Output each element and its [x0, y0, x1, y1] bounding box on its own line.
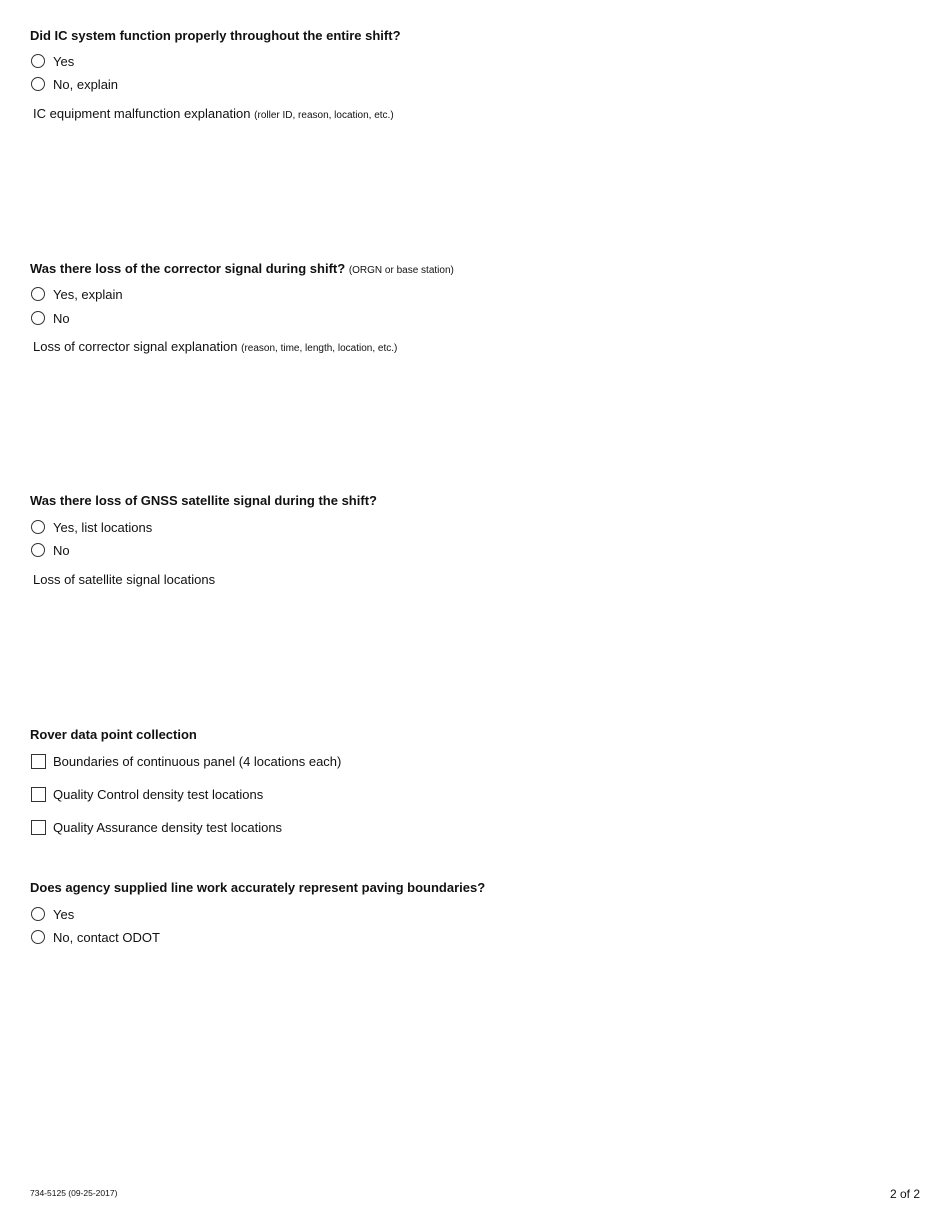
radio-circle-icon[interactable]: [31, 543, 45, 557]
option-label: No: [53, 542, 70, 558]
checkbox-square-icon[interactable]: [31, 754, 46, 769]
option-label: Yes, explain: [53, 286, 123, 302]
checkbox-label: Boundaries of continuous panel (4 locations each): [53, 753, 342, 769]
corrector-signal-question: [30, 261, 454, 279]
field-label-text: Loss of satellite signal locations: [33, 572, 216, 587]
radio-circle-icon[interactable]: [31, 930, 45, 944]
corrector-signal-question-text: Was there loss of the corrector signal during shift?: [30, 261, 346, 276]
rover-data-heading-text: Rover data point collection: [30, 727, 197, 742]
gnss-signal-question-text: Was there loss of GNSS satellite signal during the shift?: [30, 493, 377, 508]
corrector-signal-question-note: (ORGN or base station): [348, 265, 454, 276]
ic-system-question: [30, 28, 401, 44]
gnss-signal-question: [30, 493, 377, 509]
ic-system-no-radio[interactable]: [31, 75, 118, 93]
gnss-signal-yes-radio[interactable]: [31, 518, 152, 536]
radio-circle-icon[interactable]: [31, 77, 45, 91]
corrector-signal-explanation-field[interactable]: [30, 357, 920, 487]
option-label: Yes: [53, 906, 75, 922]
radio-circle-icon[interactable]: [31, 287, 45, 301]
satellite-signal-field-label: [33, 572, 215, 588]
radio-circle-icon[interactable]: [31, 54, 45, 68]
checkbox-square-icon[interactable]: [31, 787, 46, 802]
checkbox-label: Quality Assurance density test locations: [53, 819, 283, 835]
line-work-question-text: Does agency supplied line work accurately represent paving boundaries?: [30, 880, 486, 895]
qa-density-checkbox[interactable]: [31, 818, 282, 836]
line-work-no-radio[interactable]: [31, 928, 160, 946]
rover-data-heading: [30, 727, 197, 743]
ic-system-yes-radio[interactable]: [31, 52, 74, 70]
form-id: 734-5125 (09-25-2017): [30, 1188, 118, 1198]
field-label-text: IC equipment malfunction explanation: [33, 106, 251, 121]
checkbox-label: Quality Control density test locations: [53, 786, 264, 802]
satellite-signal-locations-field[interactable]: [30, 590, 920, 720]
field-label-text: Loss of corrector signal explanation: [33, 339, 238, 354]
option-label: No, explain: [53, 76, 119, 92]
option-label: No: [53, 310, 70, 326]
corrector-signal-yes-radio[interactable]: [31, 285, 123, 303]
ic-malfunction-explanation-field[interactable]: [30, 124, 920, 254]
gnss-signal-no-radio[interactable]: [31, 541, 70, 559]
checkbox-square-icon[interactable]: [31, 820, 46, 835]
option-label: Yes: [53, 53, 75, 69]
ic-system-question-text: Did IC system function properly throughout the entire shift?: [30, 28, 401, 43]
qc-density-checkbox[interactable]: [31, 785, 263, 803]
line-work-question: [30, 880, 485, 896]
boundaries-checkbox[interactable]: [31, 752, 341, 770]
field-label-note: (reason, time, length, location, etc.): [241, 343, 398, 354]
ic-malfunction-field-label: [33, 106, 394, 124]
corrector-signal-field-label: [33, 339, 397, 357]
radio-circle-icon[interactable]: [31, 907, 45, 921]
corrector-signal-no-radio[interactable]: [31, 309, 70, 327]
option-label: No, contact ODOT: [53, 929, 160, 945]
radio-circle-icon[interactable]: [31, 311, 45, 325]
field-label-note: (roller ID, reason, location, etc.): [254, 110, 394, 121]
radio-circle-icon[interactable]: [31, 520, 45, 534]
option-label: Yes, list locations: [53, 519, 153, 535]
line-work-yes-radio[interactable]: [31, 905, 74, 923]
page-number: 2 of 2: [889, 1187, 920, 1201]
